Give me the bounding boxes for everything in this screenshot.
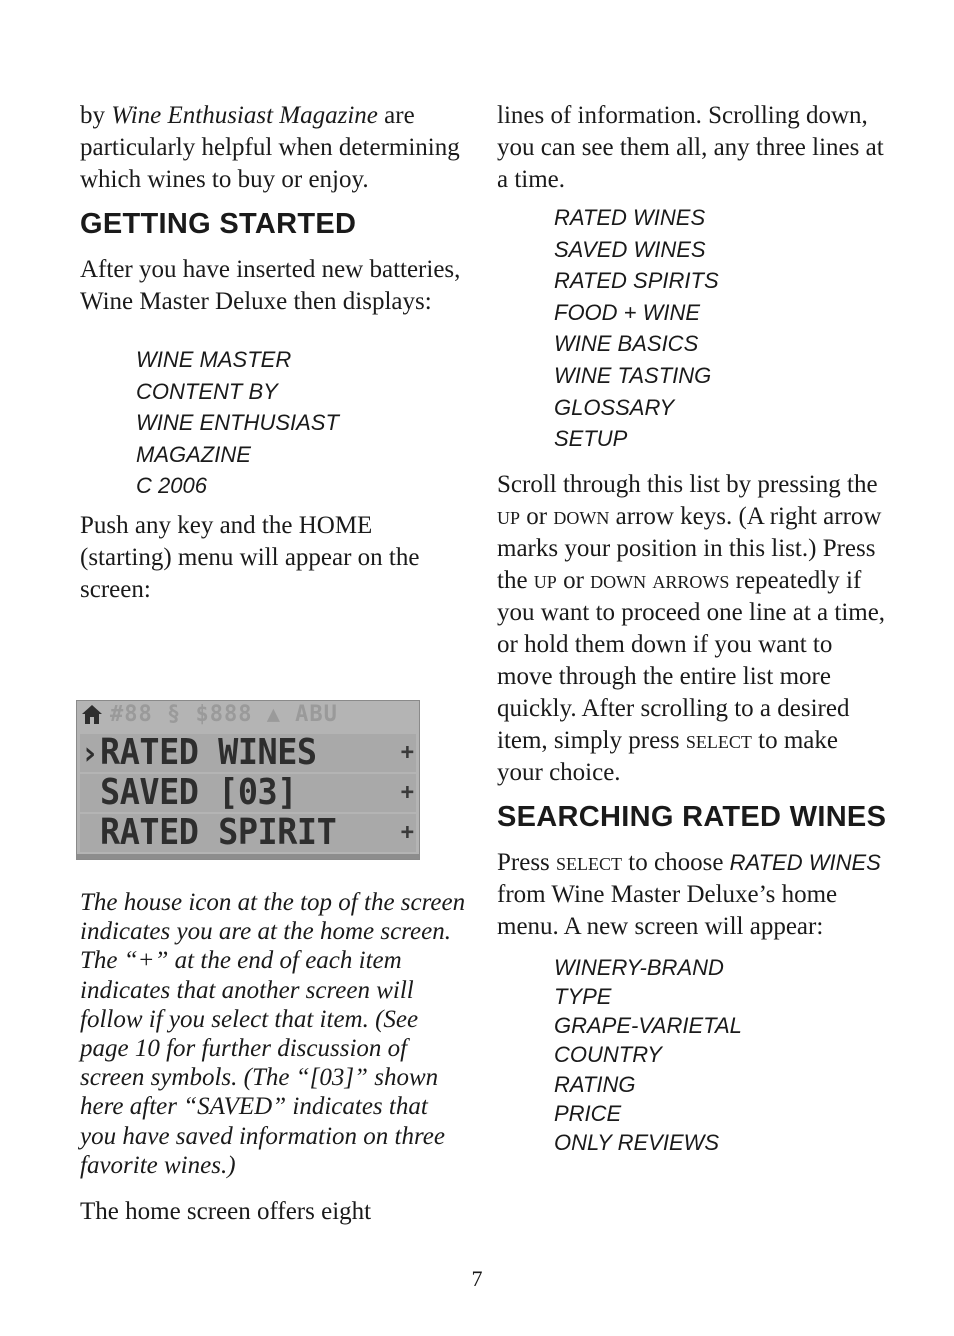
lcd-row bbox=[80, 774, 416, 812]
startup-line: WINE MASTER bbox=[136, 347, 292, 372]
home-menu-item: RATED WINES bbox=[554, 205, 706, 230]
plus-icon: + bbox=[400, 820, 414, 845]
lcd-row bbox=[80, 734, 416, 772]
search-menu-item: PRICE bbox=[554, 1100, 622, 1126]
lcd-status-bar bbox=[76, 700, 420, 730]
lcd-ghost-segments: #88 § $888 ▲ ABU bbox=[110, 702, 338, 727]
home-menu-item: RATED SPIRITS bbox=[554, 268, 719, 294]
right-column bbox=[497, 100, 887, 1157]
house-icon bbox=[80, 702, 104, 726]
search-menu-item: ONLY REVIEWS bbox=[554, 1129, 720, 1155]
left-column-lower bbox=[80, 888, 470, 1228]
heading-getting-started: GETTING STARTED bbox=[80, 208, 357, 240]
startup-line: CONTENT BY bbox=[136, 378, 278, 404]
rated-wines-label: RATED WINES bbox=[729, 849, 881, 875]
startup-line: MAGAZINE bbox=[136, 441, 251, 467]
key-up: up bbox=[497, 502, 521, 530]
push-key-paragraph: Push any key and the HOME (starting) menu will appear on the screen: bbox=[80, 511, 420, 603]
key-down-arrows: down arrows bbox=[590, 566, 730, 594]
heading-searching-rated-wines: SEARCHING RATED WINES bbox=[497, 800, 887, 833]
plus-icon: + bbox=[400, 780, 414, 805]
key-down: down bbox=[553, 502, 610, 530]
search-menu-item: WINERY-BRAND bbox=[554, 954, 724, 980]
lines-paragraph: lines of information. Scrolling down, you can see them all, any three lines at a time. bbox=[497, 102, 884, 193]
lcd-caption: The house icon at the top of the screen indicates you are at the home screen. The “+” at the end of each item indicates that another screen will follow if you select that item. (See page 10 for further discussion of screen symbols. (The “[03]” shown here after “SAVED” indicates that you have saved information on three favorite wines.) bbox=[80, 889, 466, 1179]
startup-line: WINE ENTHUSIAST bbox=[136, 410, 339, 436]
lcd-home-screen bbox=[76, 700, 420, 860]
key-select: select bbox=[685, 726, 752, 754]
key-up: up bbox=[533, 566, 557, 594]
home-menu-item: FOOD + WINE bbox=[554, 299, 701, 325]
scroll-paragraph: Scroll through this list by pressing the up or down arrow keys. (A right arrow marks your position in this list.) Press the up or down arrows repeatedly if you want to proceed one line at a time, or hold them down if you want to move through the entire list more quickly. After scrolling to a desired item, simply press select to make your choice. bbox=[497, 470, 886, 786]
home-menu-item: SETUP bbox=[554, 426, 628, 452]
lcd-row bbox=[80, 814, 416, 852]
home-menu-item: WINE BASICS bbox=[554, 331, 699, 357]
search-menu-item: RATING bbox=[554, 1071, 636, 1097]
batteries-paragraph: After you have inserted new batteries, Wine Master Deluxe then displays: bbox=[80, 256, 461, 315]
startup-line: C 2006 bbox=[136, 473, 207, 499]
page-number: 7 bbox=[471, 1266, 483, 1291]
intro-paragraph: by Wine Enthusiast Magazine are particularly helpful when determining which wines to buy or enjoy. bbox=[80, 102, 460, 193]
press-select-paragraph: Press select to choose RATED WINES from Wine Master Deluxe’s home menu. A new screen will appear: bbox=[497, 848, 881, 940]
startup-screen-list bbox=[136, 344, 470, 502]
key-select: select bbox=[556, 848, 623, 876]
left-column bbox=[80, 100, 470, 606]
search-menu-item: GRAPE-VARIETAL bbox=[554, 1013, 742, 1039]
home-menu-list bbox=[554, 202, 887, 455]
home-menu-item: GLOSSARY bbox=[554, 394, 675, 420]
lcd-row-text: RATED SPIRIT bbox=[100, 812, 337, 853]
search-menu-item: TYPE bbox=[554, 983, 612, 1009]
home-menu-item: SAVED WINES bbox=[554, 236, 706, 262]
lcd-row-text: SAVED [03] bbox=[100, 772, 297, 813]
home-menu-item: WINE TASTING bbox=[554, 362, 712, 388]
eight-lines-paragraph: The home screen offers eight bbox=[80, 1198, 372, 1226]
lcd-row-text: RATED WINES bbox=[100, 732, 317, 773]
lcd-cursor-arrow: › bbox=[80, 734, 100, 772]
magazine-name: Wine Enthusiast Magazine bbox=[111, 102, 378, 129]
search-menu-item: COUNTRY bbox=[554, 1042, 662, 1068]
plus-icon: + bbox=[400, 740, 414, 765]
search-menu-list bbox=[554, 953, 887, 1157]
